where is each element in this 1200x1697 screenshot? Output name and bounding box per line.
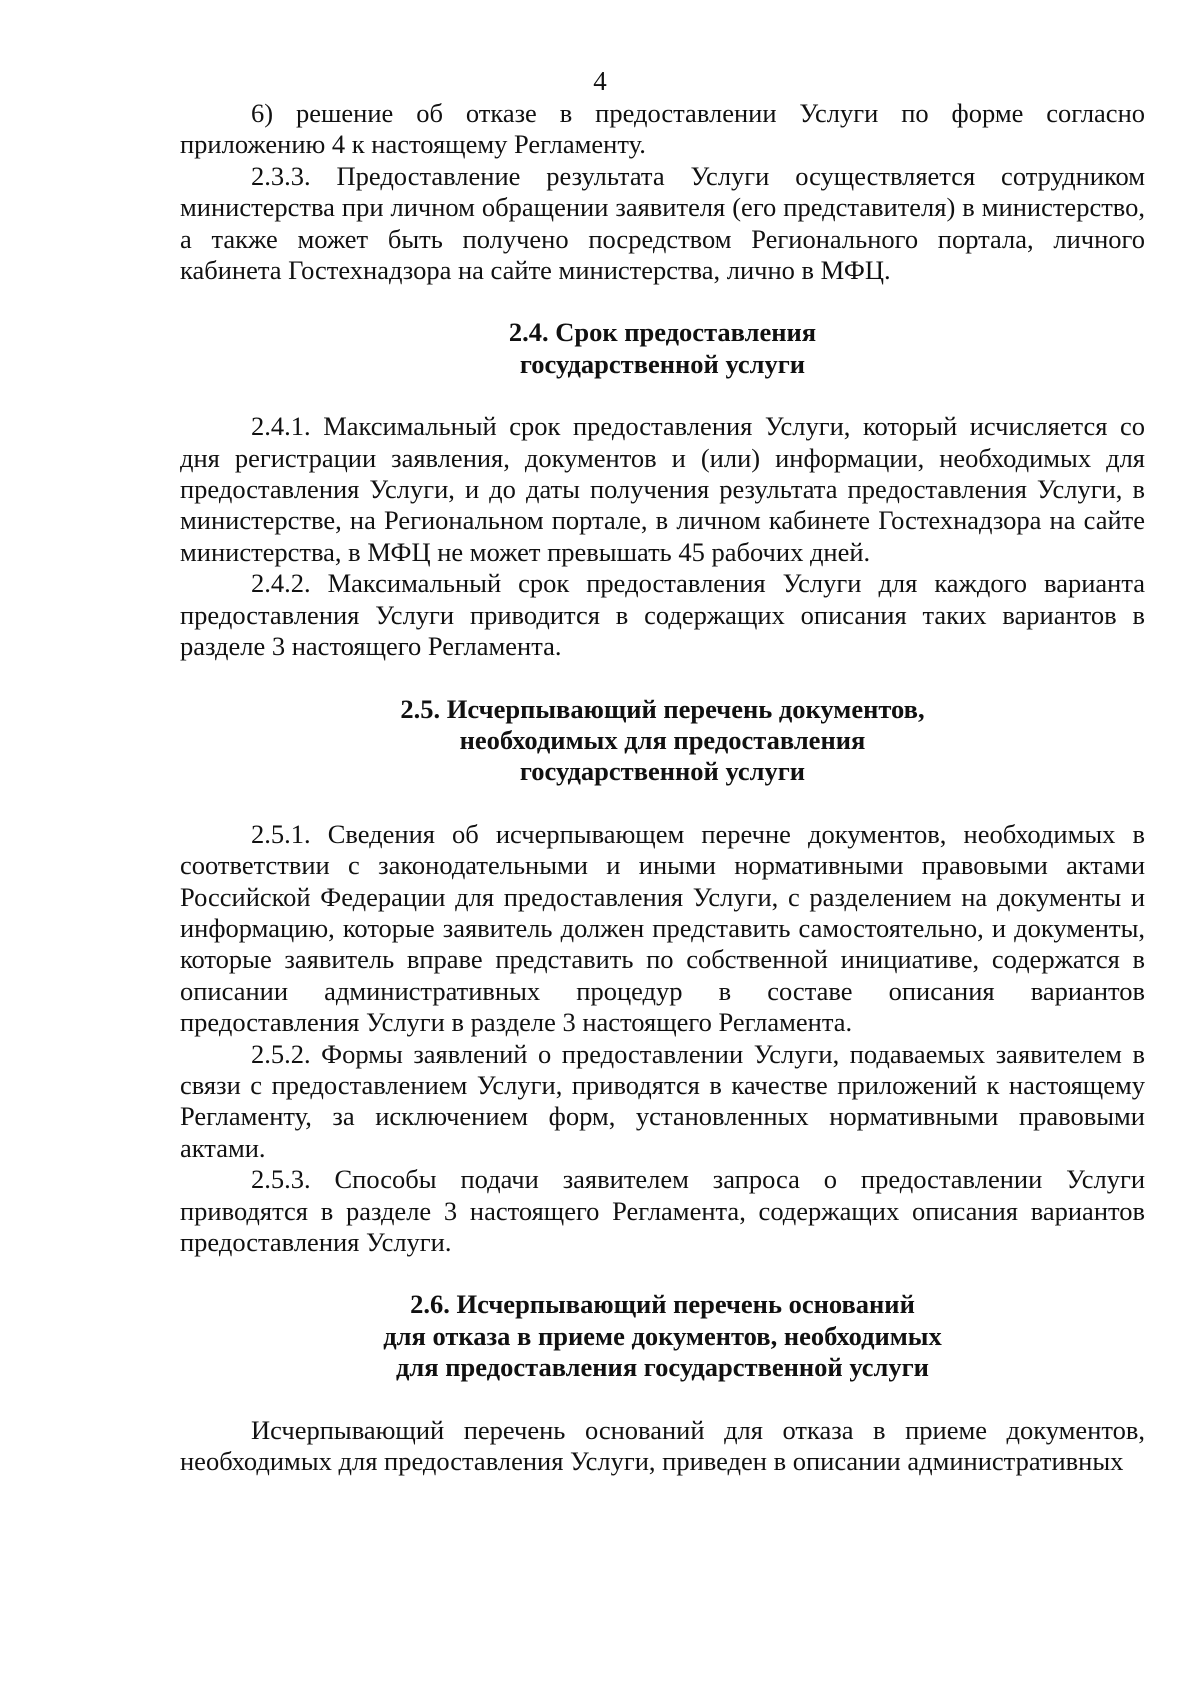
paragraph-item-6: 6) решение об отказе в предоставлении Услуги по форме согласно приложению 4 к настоящему Регламенту. [180, 98, 1145, 160]
heading-line: 2.5. Исчерпывающий перечень документов, [400, 693, 925, 724]
section-heading-2-5 [180, 694, 1145, 788]
heading-line: государственной услуги [519, 348, 806, 379]
paragraph-2-4-1: 2.4.1. Максимальный срок предоставления Услуги, который исчисляется со дня регистрации заявления, документов и (или) информации, необходимых для предоставления Услуги, и до даты получения результата предоставления Услуги, в министерстве, на Региональном портале, в личном кабинете Гостехнадзора на сайте министерства, в МФЦ не может превышать 45 рабочих дней. [180, 411, 1145, 567]
heading-line: для предоставления государственной услуги [396, 1352, 929, 1383]
paragraph-2-3-3: 2.3.3. Предоставление результата Услуги осуществляется сотрудником министерства при личном обращении заявителя (его представителя) в министерство, а также может быть получено посредством Регионального портала, личного кабинета Гостехнадзора на сайте министерства, лично в МФЦ. [180, 160, 1145, 286]
heading-line: 2.4. Срок предоставления [508, 317, 817, 348]
document-body [180, 98, 1145, 1477]
paragraph-2-6: Исчерпывающий перечень оснований для отказа в приеме документов, необходимых для предоставления Услуги, приведен в описании административных [180, 1414, 1145, 1477]
paragraph-2-4-2: 2.4.2. Максимальный срок предоставления Услуги для каждого варианта предоставления Услуги приводится в содержащих описания таких вариантов в разделе 3 настоящего Регламента. [180, 568, 1145, 662]
heading-line: необходимых для предоставления [459, 724, 866, 755]
paragraph-2-5-1: 2.5.1. Сведения об исчерпывающем перечне документов, необходимых в соответствии с законодательными и иными нормативными правовыми актами Российской Федерации для предоставления Услуги, с разделением на документы и информацию, которые заявитель должен представить самостоятельно, и документы, которые заявитель вправе представить по собственной инициативе, содержатся в описании административных процедур в составе описания вариантов предоставления Услуги в разделе 3 настоящего Регламента. [180, 818, 1145, 1038]
heading-line: государственной услуги [519, 756, 806, 787]
page-number: 4 [593, 66, 607, 96]
heading-line: 2.6. Исчерпывающий перечень оснований [410, 1289, 915, 1320]
section-heading-2-4 [180, 317, 1145, 380]
paragraph-2-5-3: 2.5.3. Способы подачи заявителем запроса о предоставлении Услуги приводятся в разделе 3 настоящего Регламента, содержащих описания вариантов предоставления Услуги. [180, 1164, 1145, 1257]
heading-line: для отказа в приеме документов, необходимых [383, 1320, 942, 1351]
section-heading-2-6 [180, 1289, 1145, 1383]
paragraph-2-5-2: 2.5.2. Формы заявлений о предоставлении Услуги, подаваемых заявителем в связи с предоставлением Услуги, приводятся в качестве приложений к настоящему Регламенту, за исключением форм, установленных нормативными правовыми актами. [180, 1038, 1145, 1163]
